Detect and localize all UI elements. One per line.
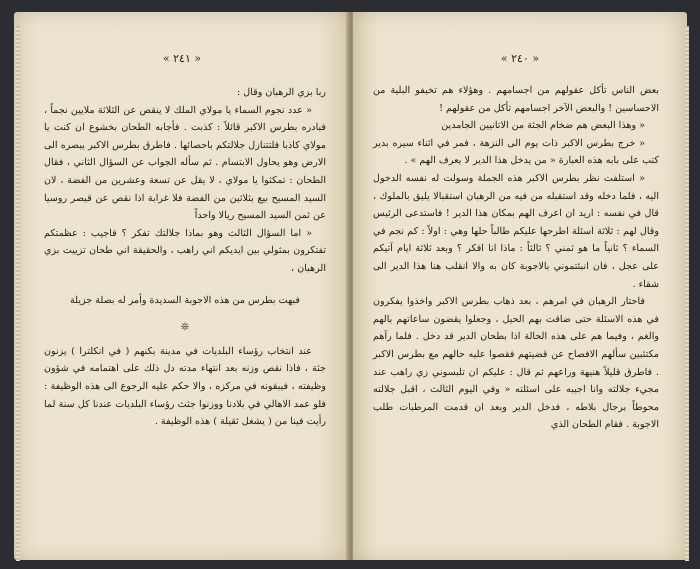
paragraph: « استلفت نظر بطرس الاكبر هذه الجملة وسولت له نفسه الدخول اليه ، فلما دخله وقد استقبله من فيه من الرهبان استقبالا يليق بالملوك ، قال في نفسه : اريد ان اعرف الهم بمكان هذا الدير ! فاستدعى الرئيس وقال لهم : ثلاثة اسئلة اطرحها عليكم طالباً حلها وهي : اولاً : كم نجم في السماء ؟ ثانياً ما هو ثمني ؟ ثالثاً : ماذا انا افكر ؟ وبعد ثلاثة ايام آتيكم على عجل ، فان انبئتموني بالاجوبة كان به والا انقلب هنا هذا الدير الى شقاء . [373,172,659,290]
left-page [14,12,350,560]
page-edge [16,26,20,561]
paragraph: بعض الناس تأكل عقولهم من اجسامهم . وهؤلاء هم تخيفو البلية من الاحساسين ! والبعض الآخر اجسامهم تأكل من عقولهم ! [373,85,659,114]
page-number: « ٢٤٠ » [500,52,540,65]
paragraph: فاحتار الرهبان في امرهم ، بعد ذهاب بطرس الاكبر واخذوا يفكرون في هذه الاسئلة حتى ضاقت بهم الحيل ، وجعلوا يقضون ساعاتهم بالهم والغم ، وفيما هم على هذه الحالة اذا بطحان الدير قد دخل . فلما رآهم مكتئبين سألهم الافصاح عن قضيتهم فقصوا عليه حالهم مع بطرس الاكبر . فاطرق قليلاً هنيهة وراعهم ثم قال : عليكم ان تلبسوني زي راهب عند مجيء جلالته وانا اجيبه على اسئلته « وفي اليوم الثالث ، اقبل جلالته محوطاً برجال بلاطه ، فدخل الدير وبعد ان قدمت المرطبات طلب الاجوبة . فقام الطحان الذي [373,296,659,431]
paragraph: « خرج بطرس الاكبر ذات يوم الى النزهة ، فمر في اثناء سيره بدير كتب على بابه هذه العبارة « من يدخل هذا الدير لا يعرف الهم » . [373,137,659,167]
paragraph: فبهت بطرس من هذه الاجوبة السديدة وأمر له بصلة جزيلة [70,294,300,306]
right-page [353,12,687,560]
page-number: « ٢٤١ » [162,52,202,65]
page-text [373,82,659,434]
paragraph: ربا بزي الرهبان وقال : [236,87,326,98]
open-book [8,4,692,565]
paragraph: عند انتخاب رؤساء البلديات في مدينة بكنهم ( في انكلترا ) يزنون جثة ، فاذا نقص وزنه بعد انتهاء مدته دل ذلك على اهتمامه في شؤون وظيفته ، فيبقونه في مركزه ، والا حكم عليه الرجوع الى هذه الوظيفة : فلو عمد الاهالي في بلادنا ووزنوا جثث رؤساء البلديات عندنا كل سنة لما رأيت فينا من ( يشغل ثقيلة ) هذه الوظيفة . [44,345,326,428]
paragraph: « وهذا البعض هم ضخام الجثة من الاتانيين الجامدين [441,120,645,132]
page-edge [685,26,689,561]
page-text [44,84,326,431]
paragraph: « عدد نجوم السماء يا مولاي الملك لا ينقص عن الثلاثة ملايين نجماً ، فبادره بطرس الاكبر قائلاً : كذبت . فأجابه الطحان بخشوع ان كنت يا مولاي كاذبا فلتتنازل جلالتكم باحصائها . فاطرق بطرس الاكبر يبصره الى الارض وهو يحاول الابتسام . ثم سأله الجواب عن السؤال الثاني ، فقال الطحان : تمكثوا يا مولاي ، لا يقل عن تسعة وعشرين من الفضة ، لان السيد المسيح بيع بثلاثين من الفضة فلا غرابة اذا نقص عن قيصر روسيا عن ثمن السيد المسيح ريالا واحداً [44,104,326,222]
section-ornament: ❊ [180,322,190,334]
paragraph: « اما السؤال الثالث وهو بماذا جلالتك تفكر ؟ فاجيب : عظمتكم تفتكرون بمثولي بين ايديكم اني راهب ، والحقيقة اني طحان تزييت بزي الرهبان ، [44,227,326,274]
